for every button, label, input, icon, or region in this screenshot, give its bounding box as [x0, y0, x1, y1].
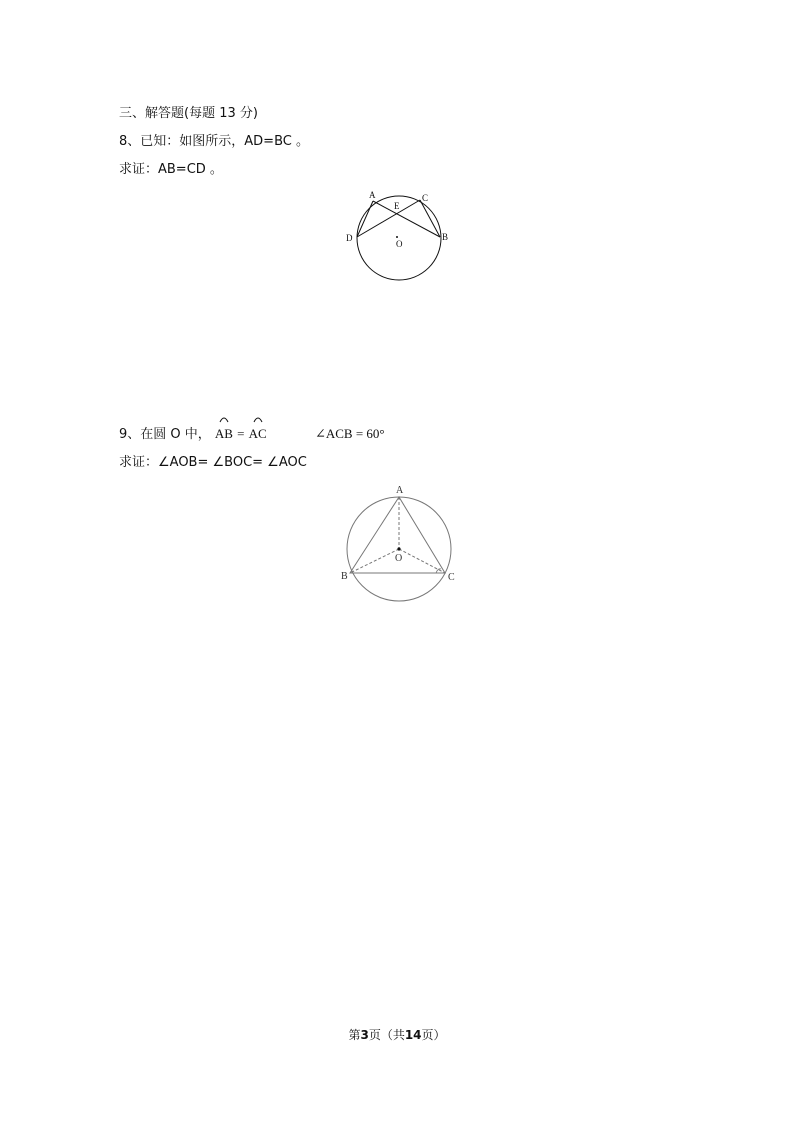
q8-label-b: B — [442, 232, 449, 242]
q9-figure — [335, 480, 465, 608]
q9-label-o: O — [395, 553, 403, 564]
q8-label-o: O — [396, 239, 403, 249]
q9-label-b: B — [341, 571, 348, 582]
q8-center-dot — [396, 236, 398, 238]
q9-arc-ac-text: AC — [248, 426, 267, 441]
q8-label-c: C — [422, 193, 429, 203]
q9-equals: = — [237, 426, 245, 441]
q8-figure — [340, 186, 460, 286]
q8-segment-cd — [357, 200, 420, 237]
q9-label-c: C — [448, 572, 455, 583]
q9-arc-ab-text: AB — [214, 426, 233, 441]
arc-symbol-icon — [219, 415, 229, 423]
q9-stem-prefix: 9、在圆 O 中， — [119, 427, 211, 442]
q8-prove: 求证：AB=CD 。 — [119, 162, 223, 177]
q8-label-a: A — [369, 190, 376, 200]
footer-total-pages: 14 — [404, 1028, 422, 1042]
q9-stem — [119, 426, 385, 443]
footer-page-number: 3 — [360, 1028, 369, 1042]
q8-stem: 8、已知：如图所示，AD=BC 。 — [119, 134, 309, 149]
page-footer — [0, 1026, 794, 1043]
q8-label-d: D — [346, 233, 353, 243]
q9-angle-condition: ∠ACB = 60° — [314, 426, 385, 441]
arc-symbol-icon — [253, 415, 263, 423]
section-title: 三、解答题(每题 13 分) — [119, 106, 258, 121]
q8-label-e: E — [394, 201, 400, 211]
q9-prove: 求证：∠AOB= ∠BOC= ∠AOC — [119, 455, 307, 470]
q9-label-a: A — [396, 485, 404, 496]
q9-arc-ab — [215, 426, 233, 443]
q9-arc-ac — [249, 426, 267, 443]
footer-mid: 页（共 — [368, 1028, 405, 1042]
q9-center-dot — [397, 547, 400, 550]
q8-segment-ad — [357, 201, 373, 237]
footer-prefix: 第 — [348, 1028, 361, 1042]
footer-suffix: 页） — [421, 1028, 446, 1042]
